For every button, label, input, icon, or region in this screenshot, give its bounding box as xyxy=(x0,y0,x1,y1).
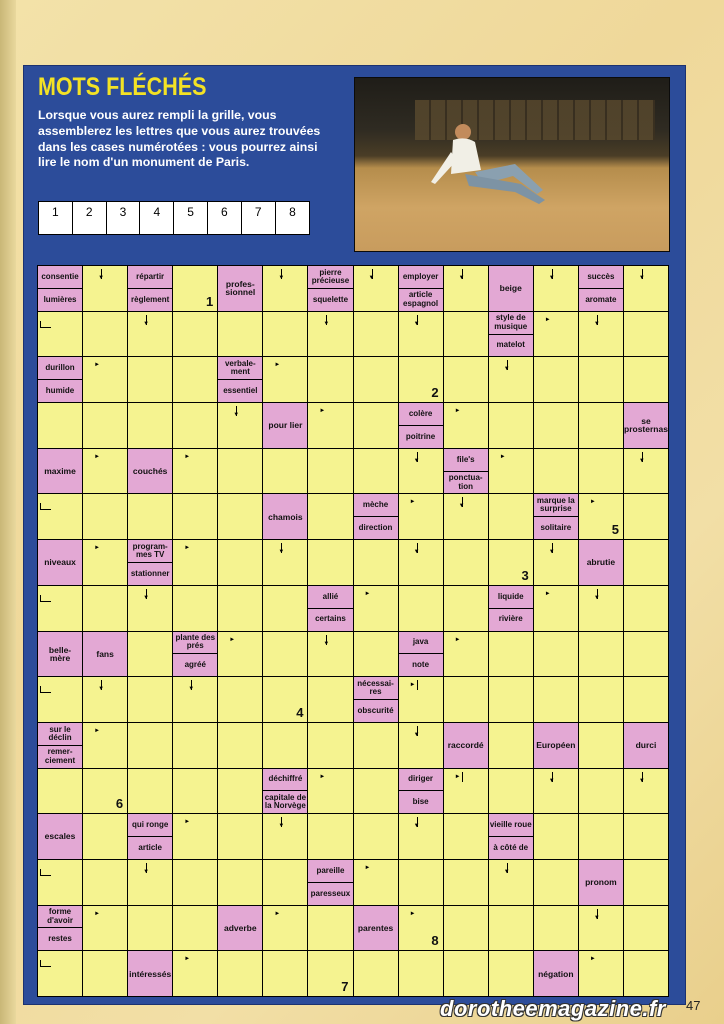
answer-cell[interactable] xyxy=(308,769,352,814)
answer-cell[interactable] xyxy=(354,540,398,585)
answer-cell[interactable] xyxy=(263,312,307,357)
answer-cell[interactable] xyxy=(128,312,172,357)
answer-cell[interactable] xyxy=(624,266,668,311)
answer-cell[interactable] xyxy=(354,266,398,311)
solution-slots xyxy=(38,201,310,235)
answer-cell[interactable] xyxy=(38,586,82,631)
answer-cell[interactable] xyxy=(534,860,578,905)
answer-cell[interactable] xyxy=(534,540,578,585)
solution-slot[interactable]: 3 xyxy=(107,202,141,234)
clue-cell: couchés xyxy=(128,449,172,494)
solution-slot[interactable]: 5 xyxy=(174,202,208,234)
answer-cell[interactable] xyxy=(624,906,668,951)
solution-slot[interactable]: 6 xyxy=(208,202,242,234)
answer-cell[interactable] xyxy=(308,494,352,539)
answer-cell[interactable] xyxy=(83,951,127,996)
clue-cell: déchiffré capitale de la Norvège xyxy=(263,769,307,814)
celebrity-photo xyxy=(354,77,670,252)
answer-cell[interactable] xyxy=(308,906,352,951)
clue-cell: colère poitrine xyxy=(399,403,443,448)
answer-cell[interactable] xyxy=(83,814,127,859)
answer-cell[interactable] xyxy=(354,632,398,677)
answer-cell[interactable] xyxy=(444,357,488,402)
answer-cell[interactable] xyxy=(399,951,443,996)
answer-cell[interactable] xyxy=(128,906,172,951)
answer-cell[interactable] xyxy=(444,312,488,357)
answer-cell[interactable] xyxy=(534,449,578,494)
answer-cell[interactable] xyxy=(579,586,623,631)
answer-cell[interactable] xyxy=(444,586,488,631)
solution-slot[interactable]: 4 xyxy=(140,202,174,234)
clue-cell: sur le déclin remer- ciement xyxy=(38,723,82,768)
answer-cell[interactable] xyxy=(399,586,443,631)
answer-cell[interactable] xyxy=(489,494,533,539)
answer-cell[interactable] xyxy=(173,586,217,631)
answer-cell[interactable] xyxy=(128,677,172,722)
answer-cell[interactable] xyxy=(173,540,217,585)
answer-cell[interactable] xyxy=(173,723,217,768)
clue-cell: forme d'avoir restes xyxy=(38,906,82,951)
answer-cell[interactable] xyxy=(263,860,307,905)
page-title: MOTS FLÉCHÉS xyxy=(38,73,207,101)
answer-cell[interactable] xyxy=(218,586,262,631)
site-watermark: dorotheemagazine.fr xyxy=(440,996,666,1021)
clue-cell: durillon humide xyxy=(38,357,82,402)
clue-cell: profes- sionnel xyxy=(218,266,262,311)
answer-cell[interactable] xyxy=(38,677,82,722)
answer-cell[interactable] xyxy=(308,312,352,357)
answer-cell[interactable] xyxy=(263,449,307,494)
answer-cell[interactable] xyxy=(399,677,443,722)
answer-cell[interactable] xyxy=(624,951,668,996)
answer-cell[interactable] xyxy=(128,723,172,768)
answer-cell[interactable] xyxy=(534,357,578,402)
instructions-text: Lorsque vous aurez rempli la grille, vous assemblerez les lettres que vous aurez trouvées dans les cases numérotées : vous pourrez ainsi lire le nom d'un monument de Paris. xyxy=(38,108,321,170)
answer-cell[interactable] xyxy=(489,723,533,768)
answer-cell[interactable] xyxy=(444,677,488,722)
answer-cell[interactable] xyxy=(308,632,352,677)
clue-cell: pierre précieuse squelette xyxy=(308,266,352,311)
answer-cell[interactable] xyxy=(83,357,127,402)
clue-cell: intéressés xyxy=(128,951,172,996)
clue-cell: raccordé xyxy=(444,723,488,768)
answer-cell[interactable] xyxy=(218,814,262,859)
answer-cell[interactable] xyxy=(399,312,443,357)
answer-cell[interactable] xyxy=(444,403,488,448)
answer-cell[interactable] xyxy=(579,357,623,402)
answer-cell[interactable] xyxy=(489,357,533,402)
answer-cell[interactable] xyxy=(173,403,217,448)
answer-cell[interactable] xyxy=(128,494,172,539)
answer-cell[interactable] xyxy=(399,449,443,494)
answer-cell[interactable] xyxy=(308,814,352,859)
answer-cell[interactable] xyxy=(173,449,217,494)
answer-cell[interactable] xyxy=(444,814,488,859)
clue-cell: java note xyxy=(399,632,443,677)
answer-cell[interactable] xyxy=(444,266,488,311)
answer-cell[interactable] xyxy=(579,769,623,814)
answer-cell[interactable] xyxy=(308,540,352,585)
answer-cell[interactable] xyxy=(218,540,262,585)
answer-cell[interactable] xyxy=(444,951,488,996)
answer-cell[interactable] xyxy=(624,632,668,677)
answer-cell[interactable] xyxy=(38,951,82,996)
crossword-grid xyxy=(37,265,669,997)
clue-cell: beige xyxy=(489,266,533,311)
answer-cell[interactable] xyxy=(444,632,488,677)
clue-cell: répartir règlement xyxy=(128,266,172,311)
answer-cell[interactable] xyxy=(489,677,533,722)
answer-cell[interactable] xyxy=(128,357,172,402)
answer-cell[interactable] xyxy=(579,312,623,357)
answer-cell[interactable]: ► 5 xyxy=(579,494,623,539)
answer-cell[interactable] xyxy=(579,403,623,448)
clue-cell: belle- mère xyxy=(38,632,82,677)
answer-cell[interactable] xyxy=(579,632,623,677)
answer-cell[interactable] xyxy=(83,449,127,494)
answer-cell[interactable] xyxy=(579,906,623,951)
clue-cell: verbale- ment essentiel xyxy=(218,357,262,402)
clue-cell: maxime xyxy=(38,449,82,494)
answer-cell[interactable] xyxy=(218,951,262,996)
solution-slot[interactable]: 7 xyxy=(242,202,276,234)
clue-cell: abrutie xyxy=(579,540,623,585)
clue-cell: diriger bise xyxy=(399,769,443,814)
answer-cell[interactable] xyxy=(579,951,623,996)
answer-cell[interactable] xyxy=(579,677,623,722)
answer-cell[interactable] xyxy=(83,586,127,631)
answer-cell[interactable] xyxy=(173,814,217,859)
answer-cell[interactable] xyxy=(489,769,533,814)
answer-cell[interactable] xyxy=(128,632,172,677)
answer-cell[interactable] xyxy=(534,403,578,448)
answer-cell[interactable] xyxy=(83,906,127,951)
answer-cell[interactable] xyxy=(534,769,578,814)
clue-cell: vieille roue à côté de xyxy=(489,814,533,859)
page-binding xyxy=(0,0,16,1024)
answer-cell[interactable]: ► 8 xyxy=(399,906,443,951)
answer-cell[interactable] xyxy=(263,540,307,585)
answer-cell[interactable] xyxy=(534,312,578,357)
answer-cell[interactable]: 3 xyxy=(489,540,533,585)
answer-cell[interactable] xyxy=(173,677,217,722)
answer-cell[interactable] xyxy=(354,357,398,402)
answer-cell[interactable] xyxy=(218,632,262,677)
answer-cell[interactable] xyxy=(354,723,398,768)
answer-cell[interactable] xyxy=(624,494,668,539)
answer-cell[interactable] xyxy=(489,860,533,905)
answer-cell[interactable] xyxy=(354,769,398,814)
answer-cell[interactable] xyxy=(218,449,262,494)
answer-cell[interactable] xyxy=(218,723,262,768)
answer-cell[interactable] xyxy=(624,312,668,357)
answer-cell[interactable] xyxy=(399,860,443,905)
answer-cell[interactable] xyxy=(218,403,262,448)
answer-cell[interactable] xyxy=(354,586,398,631)
answer-cell[interactable] xyxy=(218,494,262,539)
answer-cell[interactable] xyxy=(38,494,82,539)
answer-cell[interactable] xyxy=(534,632,578,677)
answer-cell[interactable] xyxy=(354,814,398,859)
answer-cell[interactable] xyxy=(354,951,398,996)
answer-cell[interactable] xyxy=(399,814,443,859)
answer-cell[interactable]: 4 xyxy=(263,677,307,722)
answer-cell[interactable] xyxy=(489,951,533,996)
answer-cell[interactable] xyxy=(263,586,307,631)
answer-cell[interactable] xyxy=(83,494,127,539)
answer-cell[interactable] xyxy=(444,494,488,539)
answer-cell[interactable] xyxy=(489,632,533,677)
answer-cell[interactable] xyxy=(218,677,262,722)
solution-slot[interactable]: 1 xyxy=(39,202,73,234)
answer-cell[interactable] xyxy=(489,403,533,448)
answer-cell[interactable] xyxy=(489,449,533,494)
answer-cell[interactable] xyxy=(83,266,127,311)
clue-cell: plante des prés agréé xyxy=(173,632,217,677)
answer-cell[interactable] xyxy=(308,357,352,402)
answer-cell[interactable] xyxy=(624,586,668,631)
answer-cell[interactable] xyxy=(173,951,217,996)
answer-cell[interactable] xyxy=(263,906,307,951)
answer-cell[interactable] xyxy=(83,677,127,722)
answer-cell[interactable] xyxy=(38,860,82,905)
page-number: 47 xyxy=(686,998,701,1013)
answer-cell[interactable] xyxy=(173,357,217,402)
answer-cell[interactable] xyxy=(624,677,668,722)
answer-cell[interactable] xyxy=(218,860,262,905)
answer-cell[interactable] xyxy=(128,403,172,448)
answer-cell[interactable] xyxy=(263,951,307,996)
answer-cell[interactable] xyxy=(83,312,127,357)
answer-cell[interactable] xyxy=(263,723,307,768)
answer-cell[interactable] xyxy=(579,449,623,494)
answer-cell[interactable] xyxy=(534,586,578,631)
answer-cell[interactable] xyxy=(128,860,172,905)
answer-cell[interactable] xyxy=(624,357,668,402)
answer-cell[interactable] xyxy=(579,814,623,859)
answer-cell[interactable] xyxy=(354,860,398,905)
answer-cell[interactable] xyxy=(444,906,488,951)
clue-cell: file's ponctua- tion xyxy=(444,449,488,494)
answer-cell[interactable] xyxy=(83,723,127,768)
answer-cell[interactable] xyxy=(308,449,352,494)
answer-cell[interactable] xyxy=(263,814,307,859)
clue-cell: durci xyxy=(624,723,668,768)
clue-cell: employer article espagnol xyxy=(399,266,443,311)
answer-cell[interactable] xyxy=(354,449,398,494)
solution-slot[interactable]: 2 xyxy=(73,202,107,234)
clue-cell: allié certains xyxy=(308,586,352,631)
answer-cell[interactable] xyxy=(444,769,488,814)
answer-cell[interactable] xyxy=(263,357,307,402)
clue-cell: chamois xyxy=(263,494,307,539)
clue-cell: qui ronge article xyxy=(128,814,172,859)
answer-cell[interactable] xyxy=(173,312,217,357)
clue-cell: pareille paresseux xyxy=(308,860,352,905)
clue-cell: pour lier xyxy=(263,403,307,448)
answer-cell[interactable] xyxy=(173,769,217,814)
answer-cell[interactable] xyxy=(399,540,443,585)
clue-cell: liquide rivière xyxy=(489,586,533,631)
clue-cell: se prosternas xyxy=(624,403,668,448)
clue-cell: mèche direction xyxy=(354,494,398,539)
answer-cell[interactable] xyxy=(83,860,127,905)
clue-cell: consentie lumières xyxy=(38,266,82,311)
answer-cell[interactable] xyxy=(534,814,578,859)
answer-cell[interactable] xyxy=(128,769,172,814)
answer-cell[interactable] xyxy=(128,586,172,631)
answer-cell[interactable] xyxy=(354,403,398,448)
answer-cell[interactable]: 6 xyxy=(83,769,127,814)
answer-cell[interactable] xyxy=(624,540,668,585)
answer-cell[interactable] xyxy=(624,449,668,494)
answer-cell[interactable] xyxy=(263,632,307,677)
clue-cell: niveaux xyxy=(38,540,82,585)
answer-cell[interactable] xyxy=(534,677,578,722)
answer-cell[interactable] xyxy=(624,814,668,859)
answer-cell[interactable] xyxy=(308,723,352,768)
answer-cell[interactable] xyxy=(624,769,668,814)
clue-cell: escales xyxy=(38,814,82,859)
answer-cell[interactable] xyxy=(399,494,443,539)
answer-cell[interactable] xyxy=(83,540,127,585)
answer-cell[interactable] xyxy=(308,403,352,448)
clue-cell: Européen xyxy=(534,723,578,768)
answer-cell[interactable]: 7 xyxy=(308,951,352,996)
answer-cell[interactable] xyxy=(308,677,352,722)
answer-cell[interactable] xyxy=(173,860,217,905)
answer-cell[interactable]: 2 xyxy=(399,357,443,402)
answer-cell[interactable] xyxy=(218,312,262,357)
answer-cell[interactable] xyxy=(354,312,398,357)
answer-cell[interactable] xyxy=(534,906,578,951)
clue-cell: marque la surprise solitaire xyxy=(534,494,578,539)
answer-cell[interactable] xyxy=(38,403,82,448)
clue-cell: nécessai- res obscurité xyxy=(354,677,398,722)
clue-cell: adverbe xyxy=(218,906,262,951)
person-figure xyxy=(425,118,555,208)
answer-cell[interactable] xyxy=(579,723,623,768)
answer-cell[interactable] xyxy=(489,906,533,951)
clue-cell: parentes xyxy=(354,906,398,951)
clue-cell: pronom xyxy=(579,860,623,905)
answer-cell[interactable] xyxy=(444,540,488,585)
clue-cell: négation xyxy=(534,951,578,996)
answer-cell[interactable] xyxy=(624,860,668,905)
solution-slot[interactable]: 8 xyxy=(289,205,296,219)
answer-cell[interactable] xyxy=(83,403,127,448)
clue-cell: succès aromate xyxy=(579,266,623,311)
answer-cell[interactable] xyxy=(399,723,443,768)
clue-cell: program- mes TV stationner xyxy=(128,540,172,585)
answer-cell[interactable] xyxy=(38,769,82,814)
answer-cell[interactable] xyxy=(263,266,307,311)
answer-cell[interactable] xyxy=(534,266,578,311)
clue-cell: fans xyxy=(83,632,127,677)
answer-cell[interactable] xyxy=(444,860,488,905)
answer-cell[interactable] xyxy=(173,906,217,951)
answer-cell[interactable] xyxy=(38,312,82,357)
answer-cell[interactable] xyxy=(173,494,217,539)
answer-cell[interactable]: 1 xyxy=(173,266,217,311)
answer-cell[interactable] xyxy=(218,769,262,814)
clue-cell: style de musique matelot xyxy=(489,312,533,357)
